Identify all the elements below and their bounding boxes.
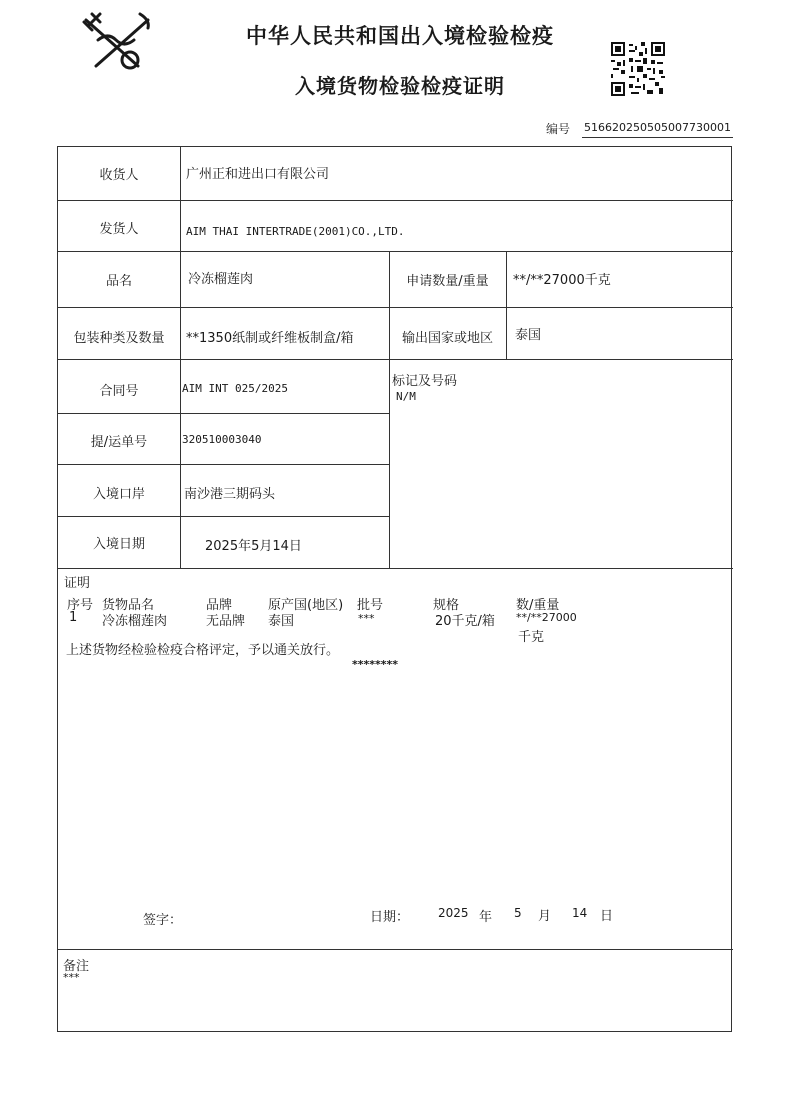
port-label: 入境口岸 (92, 487, 145, 502)
sign-date-month-unit: 月 (538, 909, 552, 924)
contract-value: AIM INT 025/2025 (182, 382, 288, 395)
sign-date-day-unit: 日 (600, 909, 614, 924)
row-divider (58, 464, 389, 465)
certificate-statement: 上述货物经检验检疫合格评定，予以通关放行。 (66, 643, 340, 658)
qr-code-icon (611, 42, 665, 96)
product-value: 冷冻榴莲肉 (188, 272, 254, 287)
quantity-value: **/**27000千克 (513, 273, 611, 288)
contract-label: 合同号 (99, 384, 139, 399)
page-subtitle: 入境货物检验检疫证明 (295, 74, 505, 98)
remarks-value: *** (63, 971, 80, 984)
col-header-no: 序号 (67, 598, 94, 613)
cell-qty-line1: **/**27000 (516, 611, 577, 624)
column-divider (389, 251, 390, 568)
row-divider (58, 516, 389, 517)
sign-date-year-unit: 年 (479, 910, 493, 925)
serial-number-label: 编号 (546, 122, 571, 136)
serial-number-value: 516620250505007730001 (582, 121, 733, 138)
cell-batch: *** (358, 612, 375, 625)
col-header-qty: 数/重量 (516, 598, 560, 613)
origin-label: 输出国家或地区 (401, 331, 493, 346)
consignee-value: 广州正和进出口有限公司 (186, 167, 330, 182)
row-divider (58, 568, 733, 569)
col-header-brand: 品牌 (206, 598, 233, 613)
sign-date-label: 日期： (370, 910, 410, 925)
row-divider (58, 359, 733, 360)
entry-date-label: 入境日期 (92, 537, 145, 552)
cell-origin: 泰国 (268, 614, 295, 629)
packing-value: **1350纸制或纤维板制盒/箱 (186, 331, 354, 346)
row-divider (58, 307, 733, 308)
marks-label: 标记及号码 (392, 374, 458, 389)
certificate-heading: 证明 (64, 576, 91, 591)
sign-date-month: 5 (514, 906, 522, 920)
bill-label: 提/运单号 (90, 435, 148, 450)
col-header-batch: 批号 (357, 598, 384, 613)
column-divider (180, 147, 181, 568)
sign-date-year: 2025 (438, 906, 469, 920)
quantity-label: 申请数量/重量 (406, 274, 489, 289)
row-divider (58, 413, 389, 414)
page-title: 中华人民共和国出入境检验检疫 (246, 24, 554, 48)
shipper-value: AIM THAI INTERTRADE(2001)CO.,LTD. (186, 225, 405, 238)
packing-label: 包装种类及数量 (73, 331, 165, 346)
cell-qty-line2: 千克 (518, 630, 545, 645)
bill-value: 320510003040 (182, 433, 262, 446)
product-label: 品名 (105, 274, 132, 289)
row-divider (58, 949, 733, 950)
entry-date-value: 2025年5月14日 (205, 539, 302, 554)
col-header-name: 货物品名 (102, 598, 155, 613)
certificate-stars: ******** (352, 658, 399, 671)
cell-no: 1 (69, 610, 78, 625)
column-divider (506, 251, 507, 359)
remarks-label: 备注 (63, 959, 90, 974)
col-header-spec: 规格 (433, 598, 460, 613)
cell-brand: 无品牌 (206, 614, 246, 629)
origin-value: 泰国 (515, 328, 542, 343)
sign-date-day: 14 (572, 906, 588, 920)
signature-label: 签字： (143, 913, 183, 928)
shipper-label: 发货人 (99, 222, 139, 237)
marks-value: N/M (396, 390, 416, 403)
cell-spec: 20千克/箱 (435, 614, 495, 629)
col-header-origin: 原产国(地区) (268, 598, 344, 613)
cell-name: 冷冻榴莲肉 (102, 614, 168, 629)
row-divider (58, 251, 733, 252)
row-divider (58, 200, 733, 201)
consignee-label: 收货人 (99, 168, 139, 183)
port-value: 南沙港三期码头 (184, 487, 276, 502)
